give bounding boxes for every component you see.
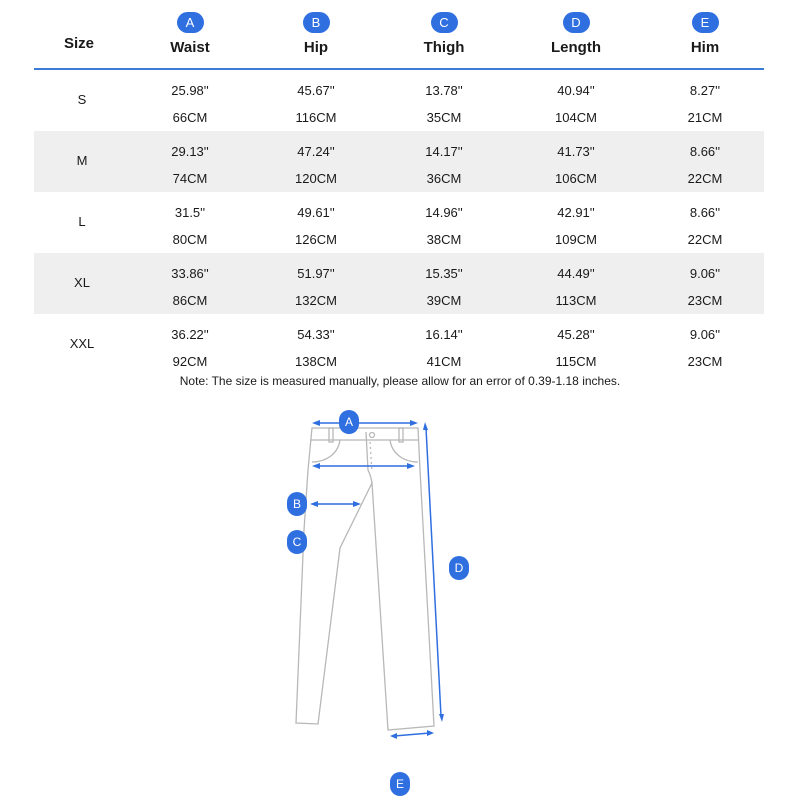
size-label: XXL (69, 336, 95, 351)
column-label: Him (690, 39, 720, 56)
marker-e: E (390, 772, 410, 796)
hip-inches: 54.33'' (297, 327, 335, 342)
trousers-outline (296, 428, 434, 730)
marker-c: C (287, 530, 307, 554)
him-cm: 23CM (687, 293, 723, 308)
length-inches: 42.91'' (557, 205, 595, 220)
length-cm: 113CM (555, 293, 597, 308)
size-column-header: Size (64, 35, 95, 52)
hip-cm: 132CM (295, 293, 337, 308)
him-inches: 9.06'' (689, 266, 721, 281)
hip-inches: 49.61'' (297, 205, 335, 220)
hip-cm: 138CM (295, 354, 337, 369)
waist-inches: 36.22'' (171, 327, 209, 342)
thigh-inches: 15.35'' (425, 266, 463, 281)
length-cm: 106CM (555, 171, 597, 186)
badge-e: E (692, 12, 719, 33)
column-label: Thigh (423, 39, 465, 56)
hip-cm: 120CM (295, 171, 337, 186)
thigh-inches: 14.17'' (425, 144, 463, 159)
waist-inches: 31.5'' (174, 205, 206, 220)
length-inches: 41.73'' (557, 144, 595, 159)
waist-cm: 80CM (172, 232, 208, 247)
waist-cm: 74CM (172, 171, 208, 186)
hip-inches: 45.67'' (297, 83, 335, 98)
him-cm: 22CM (687, 171, 723, 186)
length-inches: 45.28'' (557, 327, 595, 342)
him-inches: 8.27'' (689, 83, 721, 98)
him-cm: 23CM (687, 354, 723, 369)
thigh-cm: 38CM (426, 232, 462, 247)
length-inches: 44.49'' (557, 266, 595, 281)
measurement-lines (310, 420, 444, 739)
thigh-inches: 13.78'' (425, 83, 463, 98)
badge-d: D (563, 12, 590, 33)
badge-b: B (303, 12, 330, 33)
length-cm: 104CM (555, 110, 597, 125)
thigh-cm: 36CM (426, 171, 462, 186)
size-label: S (77, 92, 87, 107)
waist-cm: 92CM (172, 354, 208, 369)
hip-cm: 126CM (295, 232, 337, 247)
thigh-cm: 35CM (426, 110, 462, 125)
measurement-note: Note: The size is measured manually, please allow for an error of 0.39-1.18 inches. (179, 374, 621, 388)
him-cm: 22CM (687, 232, 723, 247)
hip-inches: 47.24'' (297, 144, 335, 159)
waist-inches: 33.86'' (171, 266, 209, 281)
waist-cm: 86CM (172, 293, 208, 308)
column-label: Hip (303, 39, 329, 56)
waist-inches: 29.13'' (171, 144, 209, 159)
hip-inches: 51.97'' (297, 266, 335, 281)
badge-a: A (177, 12, 204, 33)
hip-cm: 116CM (295, 110, 337, 125)
length-cm: 109CM (555, 232, 597, 247)
marker-b: B (287, 492, 307, 516)
column-label: Waist (170, 39, 210, 56)
size-label: L (78, 214, 86, 229)
badge-c: C (431, 12, 458, 33)
length-inches: 40.94'' (557, 83, 595, 98)
marker-d: D (449, 556, 469, 580)
thigh-cm: 41CM (426, 354, 462, 369)
him-inches: 9.06'' (689, 327, 721, 342)
him-inches: 8.66'' (689, 144, 721, 159)
waist-inches: 25.98'' (171, 83, 209, 98)
size-label: M (76, 153, 88, 168)
size-label: XL (74, 275, 90, 290)
waist-cm: 66CM (172, 110, 208, 125)
column-label: Length (551, 39, 601, 56)
him-cm: 21CM (687, 110, 723, 125)
him-inches: 8.66'' (689, 205, 721, 220)
thigh-inches: 16.14'' (425, 327, 463, 342)
length-cm: 115CM (555, 354, 597, 369)
thigh-inches: 14.96'' (425, 205, 463, 220)
thigh-cm: 39CM (426, 293, 462, 308)
marker-a: A (339, 410, 359, 434)
